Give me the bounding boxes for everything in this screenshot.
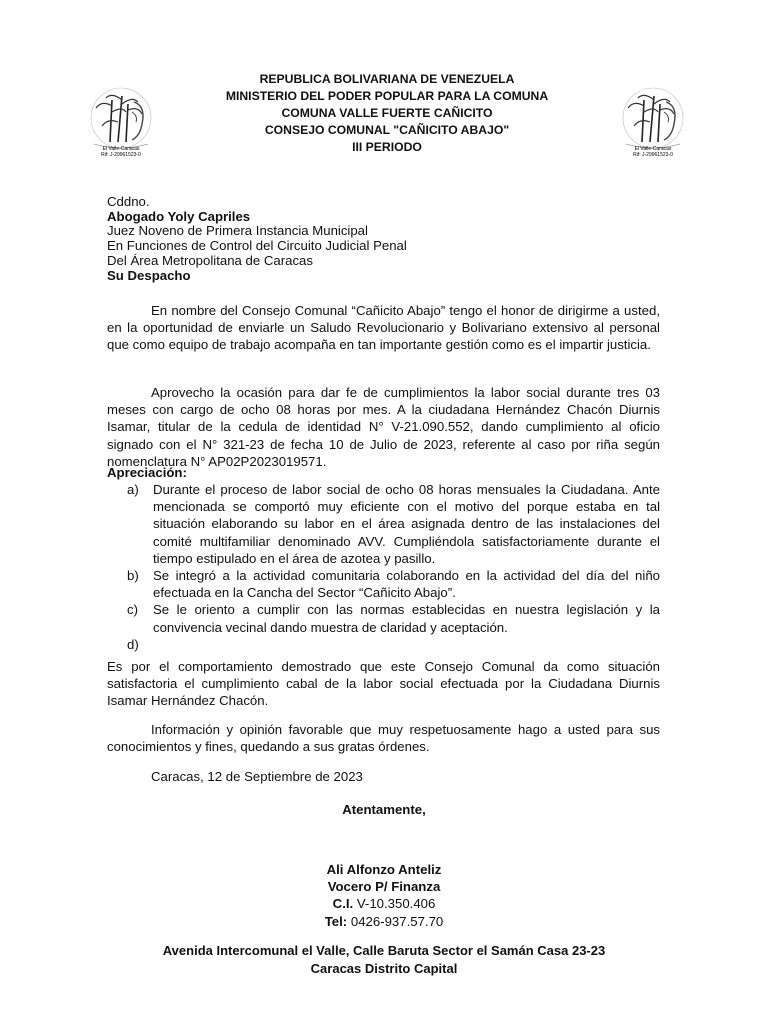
consejo-comunal-logo-right [614,82,692,160]
addressee-name: Abogado Yoly Capriles [107,208,251,224]
signer-role: Vocero P/ Finanza [327,879,441,895]
tel-label: Tel: [324,913,348,929]
logo-line1: El Valle-Caracas [634,146,672,152]
paragraph-greeting: En nombre del Consejo Comunal “Cañicito Abajo” tengo el honor de dirigirme a usted, en la oportunidad de enviarle un Saludo Revolucionario y Bolivariano extensivo al personal que como equipo de trabajo acompaña en tan importante gestión como es el impartir justicia. [107,303,660,353]
list-marker: d) [127,636,139,652]
footer-line: Avenida Intercomunal el Valle, Calle Baruta Sector el Samán Casa 23-23 [162,943,606,958]
header-line: CONSEJO COMUNAL "CAÑICITO ABAJO" [264,123,510,137]
list-text: Se integró a la actividad comunitaria colaborando en la actividad del día del niño efectuada en la Cancha del Sector “Cañicito Abajo”. [153,568,660,601]
signature-block [0,861,768,930]
addressee-title: Juez Noveno de Primera Instancia Municipal [107,223,368,239]
ci-label: C.I. [332,896,354,912]
ci-value: V-10.350.406 [356,896,436,912]
list-item [127,601,660,635]
header-line: COMUNA VALLE FUERTE CAÑICITO [281,106,493,120]
header-line: MINISTERIO DEL PODER POPULAR PARA LA COMUNA [225,89,549,103]
list-marker: b) [127,568,139,584]
tel-value: 0426-937.57.70 [350,913,444,929]
addressee-closing: Su Despacho [107,267,191,283]
list-item [127,567,660,601]
header-line: REPUBLICA BOLIVARIANA DE VENEZUELA [259,72,515,86]
paragraph-farewell: Información y opinión favorable que muy respetuosamente hago a usted para sus conocimientos y fines, quedando a sus gratas órdenes. [107,722,660,755]
addressee-function: En Funciones de Control del Circuito Judicial Penal [107,238,407,254]
closing-atentamente: Atentamente, [342,802,426,817]
list-text [153,636,660,653]
list-item [127,481,660,567]
header-line: III PERIODO [352,140,422,154]
apreciacion-list [127,481,660,653]
footer-address [0,942,768,977]
apreciacion-heading: Apreciación: [107,465,187,480]
list-marker: a) [127,482,139,497]
signer-tel [0,913,768,930]
logo-line2: Rif: J-29961523-0 [633,152,673,158]
addressee-block [107,195,667,283]
addressee-area: Del Área Metropolitana de Caracas [107,252,313,268]
addressee-salutation: Cddno. [107,194,150,209]
signer-ci [0,895,768,912]
logo-line1: El Valle-Caracas [102,146,140,152]
consejo-comunal-logo-left [82,82,160,160]
paragraph-conclusion: Es por el comportamiento demostrado que este Consejo Comunal da como situación satisfactoria el cumplimiento cabal de la labor social efectuada por la Ciudadana Diurnis Isamar Hernández Chacón. [107,659,660,709]
list-item [127,636,660,653]
logo-line2: Rif: J-29961523-0 [101,152,141,158]
letterhead [160,71,614,156]
paragraph-certification: Aprovecho la ocasión para dar fe de cumplimientos la labor social durante tres 03 meses con cargo de ocho 08 horas por mes. A la ciudadana Hernández Chacón Diurnis Isamar, titular de la cedula de identidad N° V-21.090.552, dando cumplimiento al oficio signado con el N° 321-23 de fecha 10 de Julio de 2023, referente al caso por riña según nomenclatura N° AP02P2023019571. [107,385,660,469]
signer-name: Ali Alfonzo Anteliz [326,862,442,877]
footer-line: Caracas Distrito Capital [310,960,458,976]
list-text: Se le oriento a cumplir con las normas establecidas en nuestra legislación y la convivencia vecinal dando muestra de claridad y aceptación. [153,602,660,635]
letter-date: Caracas, 12 de Septiembre de 2023 [151,769,363,784]
list-marker: c) [127,602,138,618]
list-text: Durante el proceso de labor social de ocho 08 horas mensuales la Ciudadana. Ante mencionada se comportó muy eficiente con el motivo del porque estaba en tal situación elaborando su labor en el área asignada dentro de las instalaciones del comité multifamiliar denominado AVV. Cumpliéndola satisfactoriamente durante el tiempo estipulado en el área de azotea y pasillo. [153,482,660,566]
